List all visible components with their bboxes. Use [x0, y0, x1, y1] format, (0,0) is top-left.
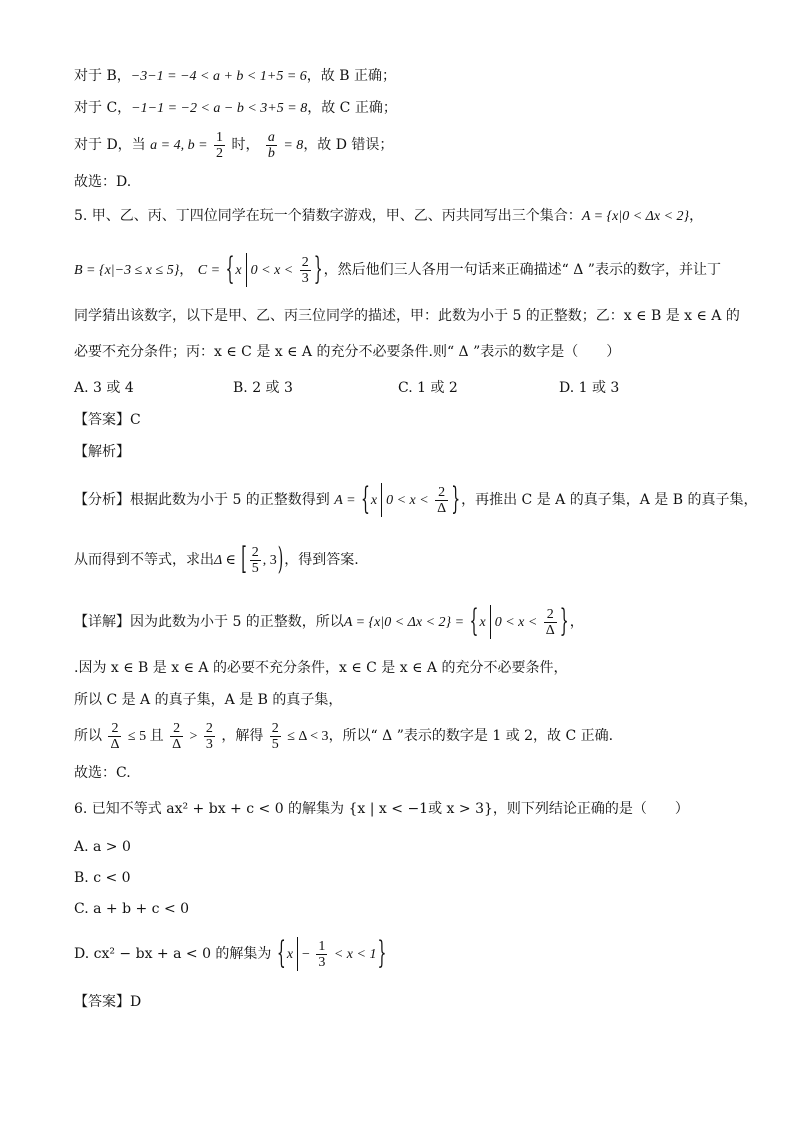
q5-detail-line3: 所以 C 是 A 的真子集，A 是 B 的真子集， [74, 692, 343, 708]
brace: { [360, 482, 370, 518]
math: a = 4, b = [150, 138, 208, 153]
math: x [370, 493, 378, 508]
brace: } [451, 482, 461, 518]
frac-den: Δ [172, 736, 182, 752]
q5-stem-line1 [74, 206, 703, 227]
frac-den: 5 [271, 736, 279, 752]
fraction [170, 721, 183, 752]
brace: } [377, 936, 387, 972]
q5-option-a: A. 3 或 4 [74, 380, 134, 396]
fraction [108, 721, 121, 752]
text: 所以 [74, 728, 102, 744]
text: ， [689, 208, 704, 224]
frac-den: Δ [437, 500, 447, 516]
text: 对于 D，当 [74, 137, 146, 153]
frac-num: 2 [435, 485, 448, 501]
text: ，故 B 正确； [306, 68, 396, 84]
frac-den: b [267, 145, 275, 161]
q5-analysis-line1 [74, 480, 757, 521]
divider [246, 253, 247, 287]
q5-detail-line1 [74, 602, 584, 643]
fraction [300, 255, 311, 286]
divider [381, 483, 382, 517]
text: ，然后他们三人各用一句话来正确描述“ Δ ”表示的数字，并让丁 [323, 262, 721, 278]
frac-num: 2 [205, 720, 213, 736]
math: −1−1 = −2 < a − b < 3+5 = 8 [131, 101, 308, 116]
q5-detail-line4 [74, 716, 613, 757]
math: ≤ 5 且 [127, 729, 164, 744]
q5-analysis-line2 [74, 540, 359, 581]
divider [490, 605, 491, 639]
text: ，再推出 C 是 A 的真子集，A 是 B 的真子集， [461, 492, 758, 508]
math: x [235, 263, 242, 278]
math: = 8 [283, 138, 304, 153]
math: x [479, 615, 486, 630]
q5-stem-line3: 同学猜出该数字，以下是甲、乙、丙三位同学的描述，甲：此数为小于 5 的正整数；乙：x ∈ B 是 x ∈ A 的 [74, 308, 740, 324]
text: 时， [231, 137, 260, 153]
frac-num: 1 [318, 938, 326, 954]
text: 对于 C， [74, 100, 132, 116]
bracket: [ [241, 542, 247, 578]
text: ，得到答案. [284, 552, 359, 568]
frac-den: 3 [205, 736, 213, 752]
fraction [250, 545, 261, 576]
text: D. cx² − bx + a < 0 的解集为 [74, 946, 272, 962]
q5-answer: 【答案】C [74, 412, 141, 428]
text: 对于 B， [74, 68, 131, 84]
brace: { [469, 604, 479, 640]
frac-den: 3 [301, 270, 309, 286]
math: A = [334, 493, 356, 508]
fraction [316, 939, 327, 970]
frac-den: 5 [251, 560, 259, 576]
bracket: ) [277, 542, 284, 578]
brace: } [559, 604, 569, 640]
text: ，故 D 错误； [303, 137, 394, 153]
brace: { [276, 936, 286, 972]
q5-analysis-heading: 【解析】 [74, 444, 130, 460]
q6-stem: 6. 已知不等式 ax² + bx + c < 0 的解集为 {x | x < −1或 x > 3}，则下列结论正确的是（ ） [74, 801, 689, 817]
text: ，所以“ Δ ”表示的数字是 1 或 2，故 C 正确. [328, 728, 614, 744]
frac-num: 2 [108, 721, 121, 737]
math: Δ ∈ [214, 553, 236, 568]
q5-choice: 故选：C. [74, 765, 131, 781]
q6-option-c: C. a + b + c < 0 [74, 901, 190, 917]
frac-num: 2 [301, 254, 309, 270]
math: 0 < x < [494, 615, 538, 630]
q5-option-c: C. 1 或 2 [398, 380, 458, 396]
math: C = [197, 263, 221, 278]
text: ， [569, 614, 584, 630]
frac-num: a [267, 129, 275, 145]
line-choice-d: 故选：D. [74, 174, 132, 190]
text: 【分析】根据此数为小于 5 的正整数得到 [74, 492, 330, 508]
frac-num: 2 [251, 544, 259, 560]
text: 【详解】因为此数为小于 5 的正整数，所以 [74, 614, 344, 630]
q5-option-d: D. 1 或 3 [559, 380, 620, 396]
text: ，解得 [221, 728, 264, 744]
frac-num: 2 [271, 720, 279, 736]
math: 0 < x < [386, 493, 429, 508]
text: ，故 C 正确； [307, 100, 397, 116]
text: ， [179, 262, 194, 278]
math: − [302, 947, 310, 962]
math: −3−1 = −4 < a + b < 1+5 = 6 [130, 69, 307, 84]
math: , 3 [262, 553, 277, 568]
brace: { [225, 252, 235, 288]
brace: } [313, 252, 323, 288]
frac-num: 2 [170, 721, 183, 737]
q6-option-d [74, 934, 387, 975]
math: > [189, 729, 198, 744]
q6-answer: 【答案】D [74, 994, 142, 1010]
q6-option-b: B. c < 0 [74, 870, 131, 886]
fraction [214, 130, 225, 161]
q5-option-b: B. 2 或 3 [233, 380, 293, 396]
frac-den: 3 [318, 954, 326, 970]
math: A = {x|0 < Δx < 2} = [343, 615, 465, 630]
math: B = {x|−3 ≤ x ≤ 5} [74, 263, 180, 278]
q5-stem-line4: 必要不充分条件；丙：x ∈ C 是 x ∈ A 的充分不必要条件.则“ Δ ”表示的数字是（ ） [74, 344, 621, 360]
frac-den: Δ [110, 736, 120, 752]
math: < x < 1 [333, 947, 377, 962]
text: 5. 甲、乙、丙、丁四位同学在玩一个猜数字游戏，甲、乙、丙共同写出三个集合： [74, 208, 582, 224]
divider [297, 937, 298, 971]
fraction [544, 607, 557, 638]
fraction [204, 721, 215, 752]
q5-detail-line2: .因为 x ∈ B 是 x ∈ A 的必要不充分条件，x ∈ C 是 x ∈ A 的充分不必要条件， [74, 660, 568, 676]
line-option-b [74, 66, 396, 87]
text: 从而得到不等式，求出 [74, 552, 214, 568]
math: A = {x|0 < Δx < 2} [581, 209, 690, 224]
frac-num: 2 [544, 607, 557, 623]
math: 0 < x < [250, 263, 294, 278]
line-option-d [74, 128, 393, 163]
line-option-c [74, 98, 397, 119]
math: x [286, 947, 294, 962]
fraction [270, 721, 281, 752]
q5-stem-line2 [74, 250, 721, 291]
fraction [435, 485, 448, 516]
frac-den: Δ [545, 622, 555, 638]
frac-den: 2 [216, 145, 223, 161]
q6-option-a: A. a > 0 [74, 839, 131, 855]
frac-num: 1 [216, 129, 223, 145]
fraction [266, 130, 277, 161]
math: ≤ Δ < 3 [287, 729, 329, 744]
